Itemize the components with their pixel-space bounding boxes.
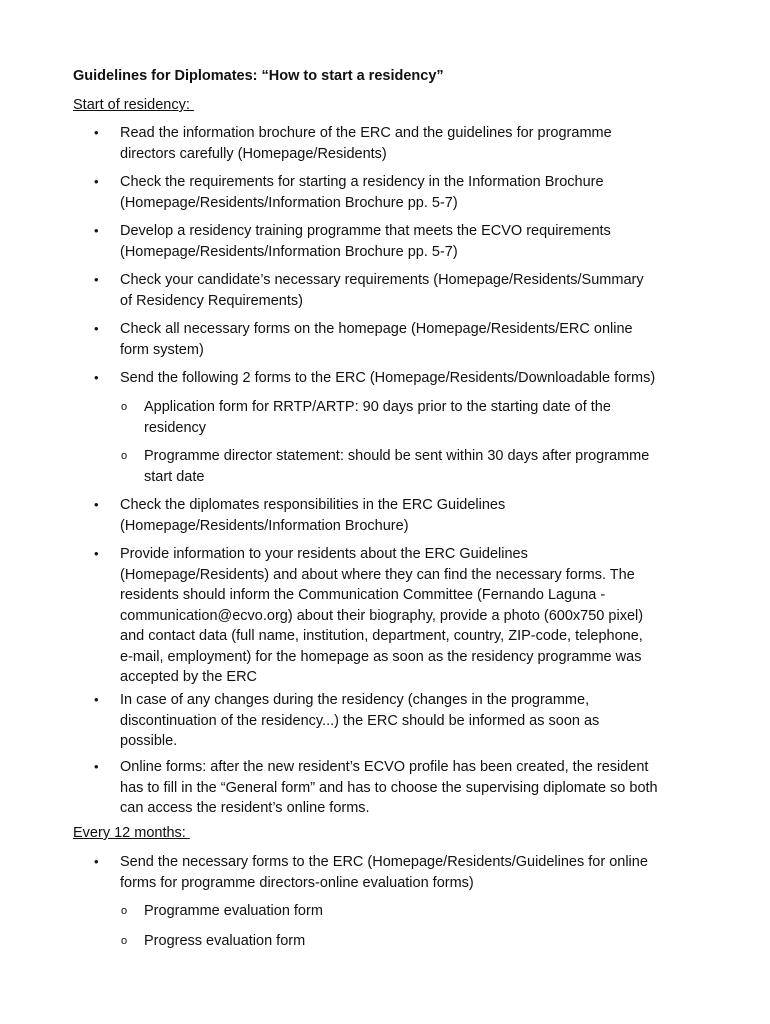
text-line: discontinuation of the residency...) the ERC should be informed as soon as [120,712,600,729]
text-line: Check all necessary forms on the homepage (Homepage/Residents/ERC online [120,321,633,337]
list-item-text [120,270,705,311]
text-line: Programme director statement: should be sent within 30 days after programme [144,448,650,464]
text-line: residency [144,419,207,436]
text-line: Check the diplomates responsibilities in the ERC Guidelines [120,497,506,513]
bullet-marker: • [94,370,99,385]
text-line: Online forms: after the new resident’s ECVO profile has been created, the resident [120,759,649,775]
text-line: and contact data (full name, institution, department, country, ZIP-code, telephone, [120,628,643,644]
list-item-text [144,397,699,438]
text-line: forms for programme directors-online evaluation forms) [120,874,474,891]
list-item-text [120,221,705,262]
text-line: Develop a residency training programme that meets the ECVO requirements [120,223,611,239]
text-line: Application form for RRTP/ARTP: 90 days prior to the starting date of the [144,399,611,415]
list-item-text [120,544,705,688]
text-line: Check your candidate’s necessary requirements (Homepage/Residents/Summary [120,272,644,288]
list-item-text [120,172,705,213]
text-line: communication@ecvo.org) about their biography, provide a photo (600x750 pixel) [120,607,644,624]
text-line: In case of any changes during the residency (changes in the programme, [120,692,590,708]
text-line: Read the information brochure of the ERC and the guidelines for programme [120,125,612,141]
list-item-text [120,495,705,536]
text-line: Progress evaluation form [144,933,306,949]
sub-bullet-marker: o [121,935,128,947]
bullet-marker: • [94,272,99,287]
section-heading-every-12-months: Every 12 months: [73,825,190,841]
text-line: Provide information to your residents about the ERC Guidelines [120,546,528,562]
text-line: Send the following 2 forms to the ERC (Homepage/Residents/Downloadable forms) [120,370,656,386]
text-line: has to fill in the “General form” and has to choose the supervising diplomate so both [120,779,658,796]
text-line: form system) [120,341,204,358]
list-item-text [120,123,705,164]
bullet-marker: • [94,497,99,512]
text-line: can access the resident’s online forms. [120,800,370,816]
text-line: directors carefully (Homepage/Residents) [120,145,387,162]
sub-bullet-marker: o [121,401,128,413]
bullet-marker: • [94,174,99,189]
text-line: accepted by the ERC [120,669,258,685]
text-line: (Homepage/Residents) and about where they can find the necessary forms. The [120,566,635,583]
list-item-text [144,901,699,922]
text-line: possible. [120,733,178,749]
list-item-text [144,446,699,487]
list-item-text [144,931,699,952]
text-line: (Homepage/Residents/Information Brochure pp. 5-7) [120,243,458,260]
bullet-marker: • [94,854,99,869]
list-item-text [120,690,705,752]
bullet-marker: • [94,125,99,140]
text-line: (Homepage/Residents/Information Brochure) [120,517,409,534]
text-line: e-mail, employment) for the homepage as soon as the residency programme was [120,648,642,665]
bullet-marker: • [94,759,99,774]
list-item-text [120,757,705,819]
bullet-marker: • [94,321,99,336]
sub-bullet-marker: o [121,905,128,917]
bullet-marker: • [94,546,99,561]
text-line: Programme evaluation form [144,903,323,919]
bullet-marker: • [94,223,99,238]
text-line: residents should inform the Communication Committee (Fernando Laguna - [120,587,606,603]
list-item-text [120,368,705,389]
text-line: start date [144,468,205,485]
list-item-text [120,852,705,893]
text-line: (Homepage/Residents/Information Brochure pp. 5-7) [120,194,458,211]
text-line: of Residency Requirements) [120,292,303,309]
list-item-text [120,319,705,360]
text-line: Send the necessary forms to the ERC (Homepage/Residents/Guidelines for online [120,854,648,870]
section-heading-start: Start of residency: [73,97,194,113]
sub-bullet-marker: o [121,450,128,462]
text-line: Check the requirements for starting a residency in the Information Brochure [120,174,604,190]
bullet-marker: • [94,692,99,707]
document-title: Guidelines for Diplomates: “How to start a residency” [73,68,444,84]
